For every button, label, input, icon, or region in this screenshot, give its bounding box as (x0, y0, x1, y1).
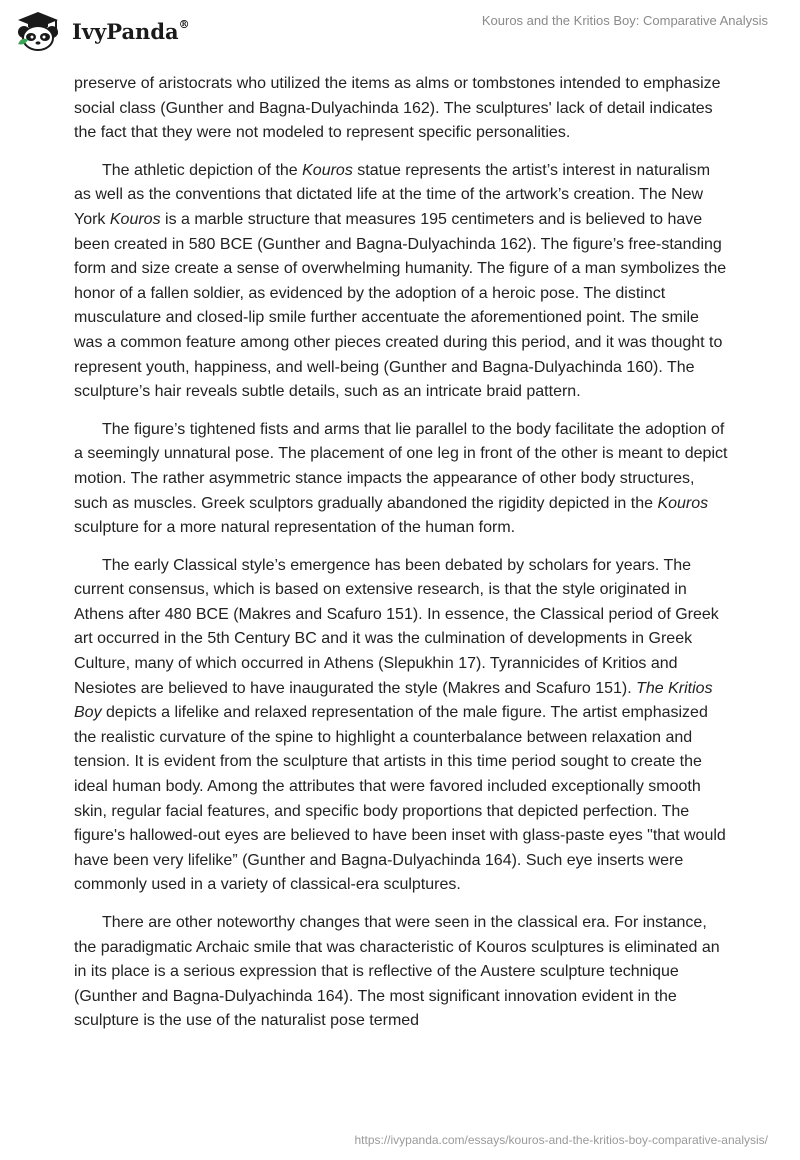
paragraph-continued (74, 72, 728, 146)
italic-title: Kouros (109, 210, 161, 228)
text-run: preserve of aristocrats who utilized the items as alms or tombstones intended to emphasize social class (Gunther and Bagna-Dulyachinda 162). The sculptures' lack of detail indicates the fact that they were not modeled to represent specific personalities. (74, 75, 721, 142)
page-header (0, 0, 800, 64)
document-title: Kouros and the Kritios Boy: Comparative Analysis (481, 13, 768, 28)
text-run: There are other noteworthy changes that were seen in the classical era. For instance, the paradigmatic Archaic smile that was characteristic of Kouros sculptures is eliminated an in its place is a serious expression that is reflective of the Austere sculpture technique (Gunther and Bagna-Dulyachinda 164). The most significant innovation evident in the sculpture is the use of the naturalist pose termed (74, 914, 720, 1030)
italic-title: Kouros (302, 161, 353, 179)
text-run: depicts a lifelike and relaxed representation of the male figure. The artist emphasized the realistic curvature of the spine to highlight a counterbalance between relaxation and tension. It is evident from the sculpture that artists in this time period sought to create the ideal human body. Among the attributes that were favored included exceptionally smooth skin, regular facial features, and specific body proportions that depicted perfection. The figure's hallowed-out eyes are believed to have been inset with glass-paste eyes "that would have been very lifelike” (Gunther and Bagna-Dulyachinda 164). Such eye inserts were commonly used in a variety of classical-era sculptures. (74, 704, 726, 894)
text-run: statue represents the artist’s interest in naturalism as well as the conventions that dictated life at the time of the artwork’s creation. The New York (74, 161, 711, 228)
text-run: The athletic depiction of the (102, 161, 303, 179)
paragraph (74, 911, 728, 1034)
text-run: is a marble structure that measures 195 centimeters and is believed to have been created in 580 BCE (Gunther and Bagna-Dulyachinda 162). The figure’s free-standing form and size create a sense of overwhelming humanity. The figure of a man symbolizes the honor of a fallen soldier, as evidenced by the adoption of a heroic pose. The distinct musculature and closed-lip smile further accentuate the aforementioned point. The smile was a common feature among other pieces created during this period, and it was thought to represent youth, happiness, and well-being (Gunther and Bagna-Dulyachinda 160). The sculpture’s hair reveals subtle details, such as an intricate braid pattern. (74, 210, 727, 401)
paragraph (74, 159, 728, 405)
brand-name: IvyPanda® (72, 17, 190, 44)
text-run: The early Classical style’s emergence has been debated by scholars for years. The current consensus, which is based on extensive research, is that the style originated in Athens after 480 BCE (Makres and Scafuro 151). In essence, the Classical period of Greek art occurred in the 5th Century BC and it was the culmination of developments in Greek Culture, many of which occurred in Athens (Slepukhin 17). Tyrannicides of Kritios and Nesiotes are believed to have inaugurated the style (Makres and Scafuro 151). (74, 556, 719, 697)
source-url[interactable]: https://ivypanda.com/essays/kouros-and-the-kritios-boy-comparative-analysis/ (354, 1133, 768, 1147)
panda-graduation-cap-icon (14, 10, 66, 52)
italic-title: Kouros (657, 494, 709, 512)
paragraph (74, 418, 728, 541)
text-run: sculpture for a more natural representation of the human form. (74, 519, 516, 537)
italic-title: The Kritios Boy (74, 679, 713, 722)
essay-body (74, 72, 728, 1047)
paragraph (74, 554, 728, 898)
brand-logo[interactable] (14, 10, 190, 52)
text-run: The figure’s tightened fists and arms that lie parallel to the body facilitate the adoption of a seemingly unnatural pose. The placement of one leg in front of the other is meant to depict motion. The rather asymmetric stance impacts the appearance of other body structures, such as muscles. Greek sculptors gradually abandoned the rigidity depicted in the (74, 420, 728, 512)
